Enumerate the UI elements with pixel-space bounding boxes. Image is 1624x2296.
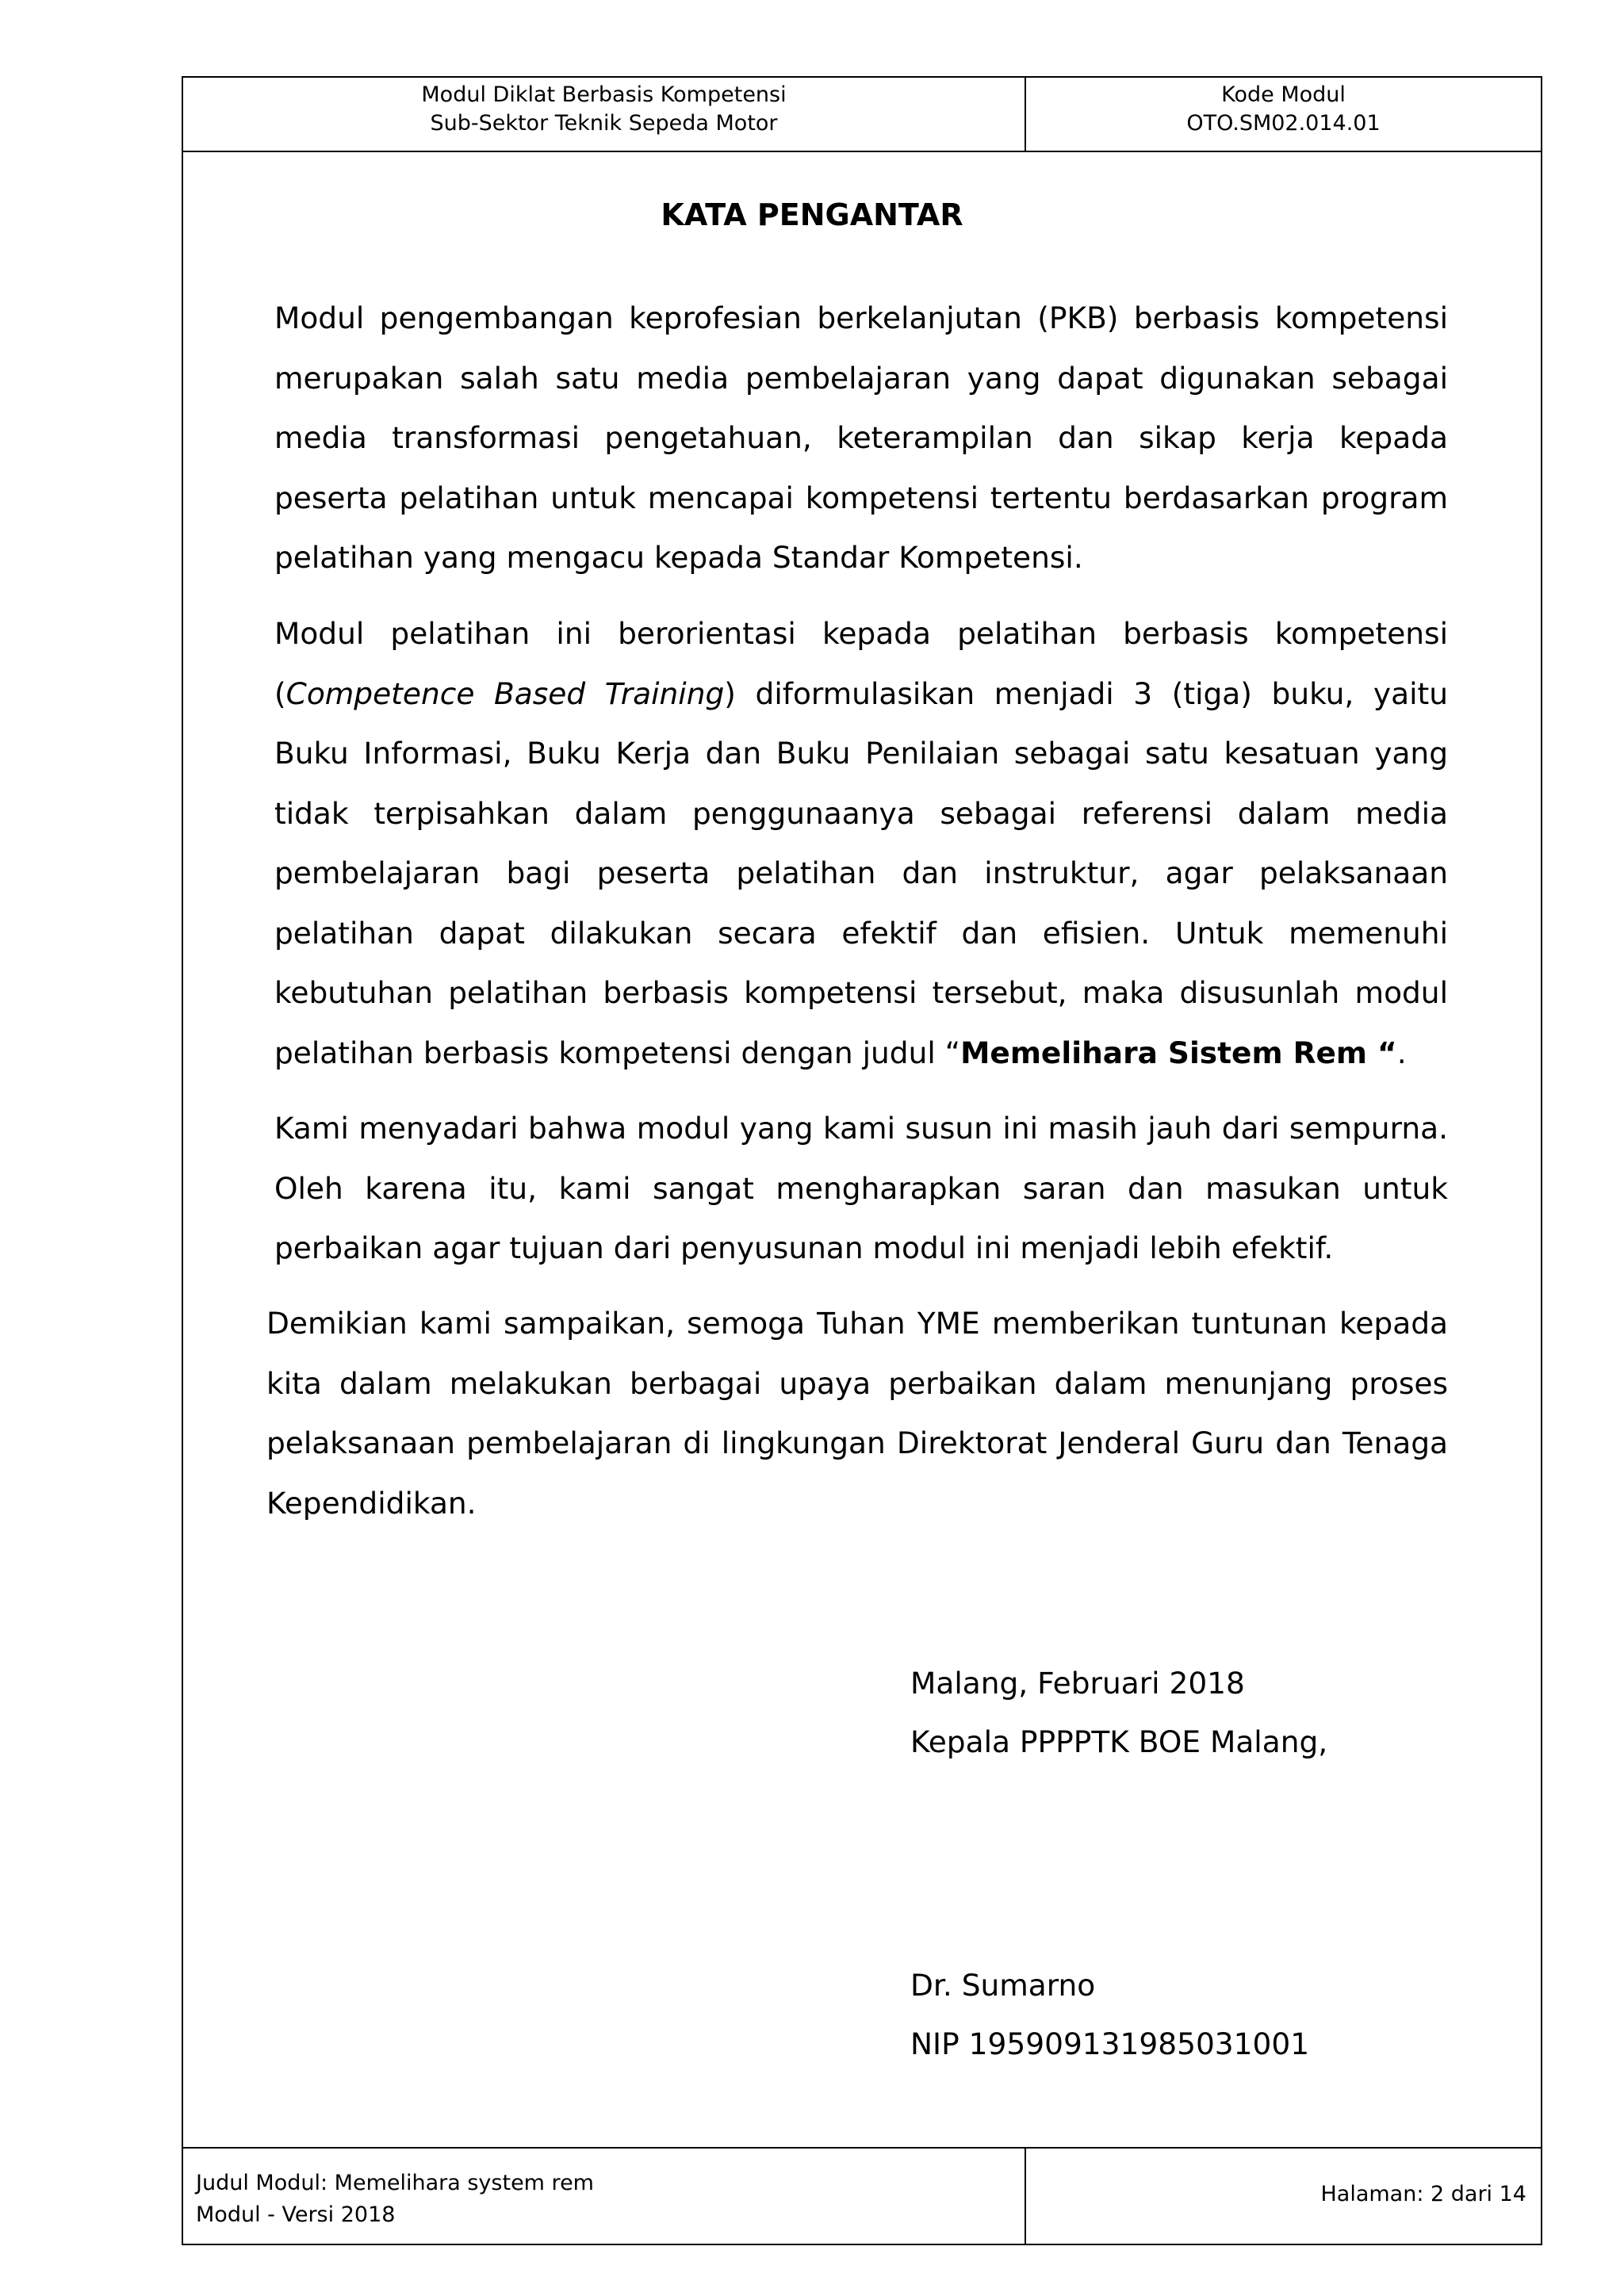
page-footer — [183, 2147, 1541, 2244]
header-module-code — [1026, 78, 1541, 154]
footer-module-version: Modul - Versi 2018 — [196, 2202, 396, 2227]
footer-module-title: Judul Modul: Memelihara system rem — [196, 2171, 594, 2195]
signature-name: Dr. Sumarno — [910, 1968, 1096, 2003]
header-module-type: Modul Diklat Berbasis Kompetensi — [421, 82, 787, 107]
header-module-info — [183, 78, 1026, 151]
page-header — [183, 78, 1541, 152]
paragraph2-italic-term: Competence Based Training — [285, 675, 725, 711]
paragraph-closing: Demikian kami sampaikan, semoga Tuhan YME memberikan tuntunan kepada kita dalam melakukan berbagai upaya perbaikan dalam menunjang proses pelaksanaan pembelajaran di lingkungan Direktorat Jenderal Guru dan Tenaga Kependidikan. — [266, 1306, 1448, 1521]
header-code-label: Kode Modul — [1221, 82, 1346, 107]
paragraph-feedback: Kami menyadari bahwa modul yang kami susun ini masih jauh dari sempurna. Oleh karena itu, kami sangat mengharapkan saran dan masukan untuk perbaikan agar tujuan dari penyusunan modul ini menjadi lebih efektif. — [274, 1111, 1448, 1265]
signature-place-date: Malang, Februari 2018 — [910, 1666, 1245, 1701]
footer-page-number: Halaman: 2 dari 14 — [1320, 2182, 1526, 2206]
signature-nip: NIP 195909131985031001 — [910, 2026, 1310, 2061]
paragraph2-module-title: Memelihara Sistem Rem “ — [960, 1035, 1397, 1070]
paragraph-intro: Modul pengembangan keprofesian berkelanjutan (PKB) berbasis kompetensi merupakan salah satu media pembelajaran yang dapat digunakan sebagai media transformasi pengetahuan, keterampilan dan sikap kerja kepada peserta pelatihan untuk mencapai kompetensi tertentu berdasarkan program pelatihan yang mengacu kepada Standar Kompetensi. — [274, 300, 1448, 575]
page-title: KATA PENGANTAR — [661, 197, 963, 232]
paragraph-module-description — [274, 604, 1448, 1083]
footer-module-info — [183, 2149, 1026, 2244]
paragraph2-text-c: . — [1396, 1035, 1407, 1070]
signature-role: Kepala PPPPTK BOE Malang, — [910, 1724, 1328, 1759]
paragraph2-text-b: ) diformulasikan menjadi 3 (tiga) buku, yaitu Buku Informasi, Buku Kerja dan Buku Penilaian sebagai satu kesatuan yang tidak terpisahkan dalam penggunaanya sebagai referensi dalam media pembelajaran bagi peserta pelatihan dan instruktur, agar pelaksanaan pelatihan dapat dilakukan secara efektif dan efisien. Untuk memenuhi kebutuhan pelatihan berbasis kompetensi tersebut, maka disusunlah modul pelatihan berbasis kompetensi dengan judul “ — [274, 675, 1448, 1070]
header-code-value: OTO.SM02.014.01 — [1186, 111, 1381, 136]
paragraph2-text-a: Modul pelatihan ini berorientasi kepada pelatihan berbasis kompetensi ( — [274, 616, 1448, 711]
header-subsector: Sub-Sektor Teknik Sepeda Motor — [430, 111, 778, 136]
